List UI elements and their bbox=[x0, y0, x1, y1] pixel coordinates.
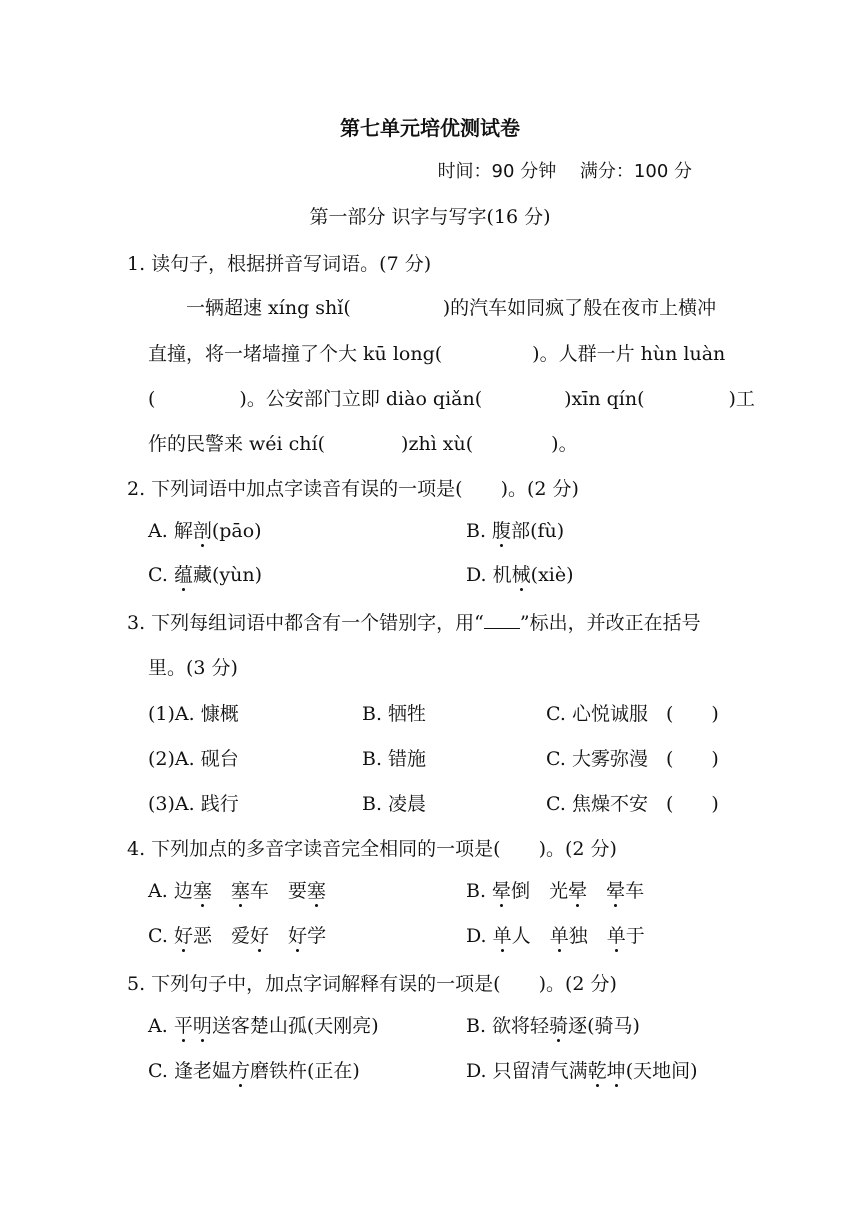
q5-stem: 5. 下列句子中，加点字词解释有误的一项是( )。(2 分) bbox=[127, 973, 617, 995]
q3-row2-b: B. 错施 bbox=[362, 748, 427, 770]
q1-line-1: 一辆超速 xíng shǐ( )的汽车如同疯了般在夜市上横冲 bbox=[186, 297, 717, 319]
q2-option-d[interactable]: D. 机械(xiè) bbox=[466, 564, 574, 586]
q3-row1-b: B. 牺牲 bbox=[362, 703, 427, 725]
q3-row3-answer[interactable]: ( ) bbox=[666, 793, 719, 815]
section-heading: 第一部分 识字与写字(16 分) bbox=[309, 206, 551, 228]
q4-option-c[interactable]: C. 好恶 爱好 好学 bbox=[148, 925, 327, 947]
q4-option-d[interactable]: D. 单人 单独 单于 bbox=[466, 925, 645, 947]
q2-option-c[interactable]: C. 蕴藏(yùn) bbox=[148, 564, 263, 586]
q3-row1-answer[interactable]: ( ) bbox=[666, 703, 719, 725]
q1-line-3: ( )。公安部门立即 diào qiǎn( )xīn qín( )工 bbox=[148, 388, 755, 410]
q1-stem: 1. 读句子，根据拼音写词语。(7 分) bbox=[127, 253, 432, 275]
q1-line-4: 作的民警来 wéi chí( )zhì xù( )。 bbox=[148, 433, 578, 455]
q4-stem: 4. 下列加点的多音字读音完全相同的一项是( )。(2 分) bbox=[127, 838, 617, 860]
q5-option-b[interactable]: B. 欲将轻骑逐(骑马) bbox=[466, 1015, 640, 1037]
page-title: 第七单元培优测试卷 bbox=[340, 116, 520, 140]
q3-stem: 3. 下列每组词语中都含有一个错别字，用“ ”标出，并改正在括号 bbox=[127, 612, 701, 634]
exam-meta: 时间：90 分钟 满分：100 分 bbox=[437, 161, 692, 182]
q3-stem-continued: 里。(3 分) bbox=[148, 657, 238, 679]
q3-row3-a: (3)A. 践行 bbox=[148, 793, 239, 815]
q3-row2-c: C. 大雾弥漫 bbox=[546, 748, 648, 770]
q4-option-a[interactable]: A. 边塞 塞车 要塞 bbox=[148, 880, 326, 902]
q1-line-2: 直撞，将一堵墙撞了个大 kū long( )。人群一片 hùn luàn bbox=[148, 343, 726, 365]
q3-row3-b: B. 凌晨 bbox=[362, 793, 427, 815]
q2-option-a[interactable]: A. 解剖(pāo) bbox=[148, 520, 262, 542]
q3-row2-answer[interactable]: ( ) bbox=[666, 748, 719, 770]
q2-option-b[interactable]: B. 腹部(fù) bbox=[466, 520, 565, 542]
q3-row1-c: C. 心悦诚服 bbox=[546, 703, 648, 725]
q3-row3-c: C. 焦燥不安 bbox=[546, 793, 648, 815]
q2-stem: 2. 下列词语中加点字读音有误的一项是( )。(2 分) bbox=[127, 478, 579, 500]
q5-option-c[interactable]: C. 逢老媪方磨铁杵(正在) bbox=[148, 1060, 360, 1082]
q5-option-d[interactable]: D. 只留清气满乾坤(天地间) bbox=[466, 1060, 698, 1082]
underline-mark bbox=[484, 614, 520, 629]
q3-row2-a: (2)A. 砚台 bbox=[148, 748, 239, 770]
q5-option-a[interactable]: A. 平明送客楚山孤(天刚亮) bbox=[148, 1015, 379, 1037]
q4-option-b[interactable]: B. 晕倒 光晕 晕车 bbox=[466, 880, 645, 902]
q3-row1-a: (1)A. 慷概 bbox=[148, 703, 239, 725]
